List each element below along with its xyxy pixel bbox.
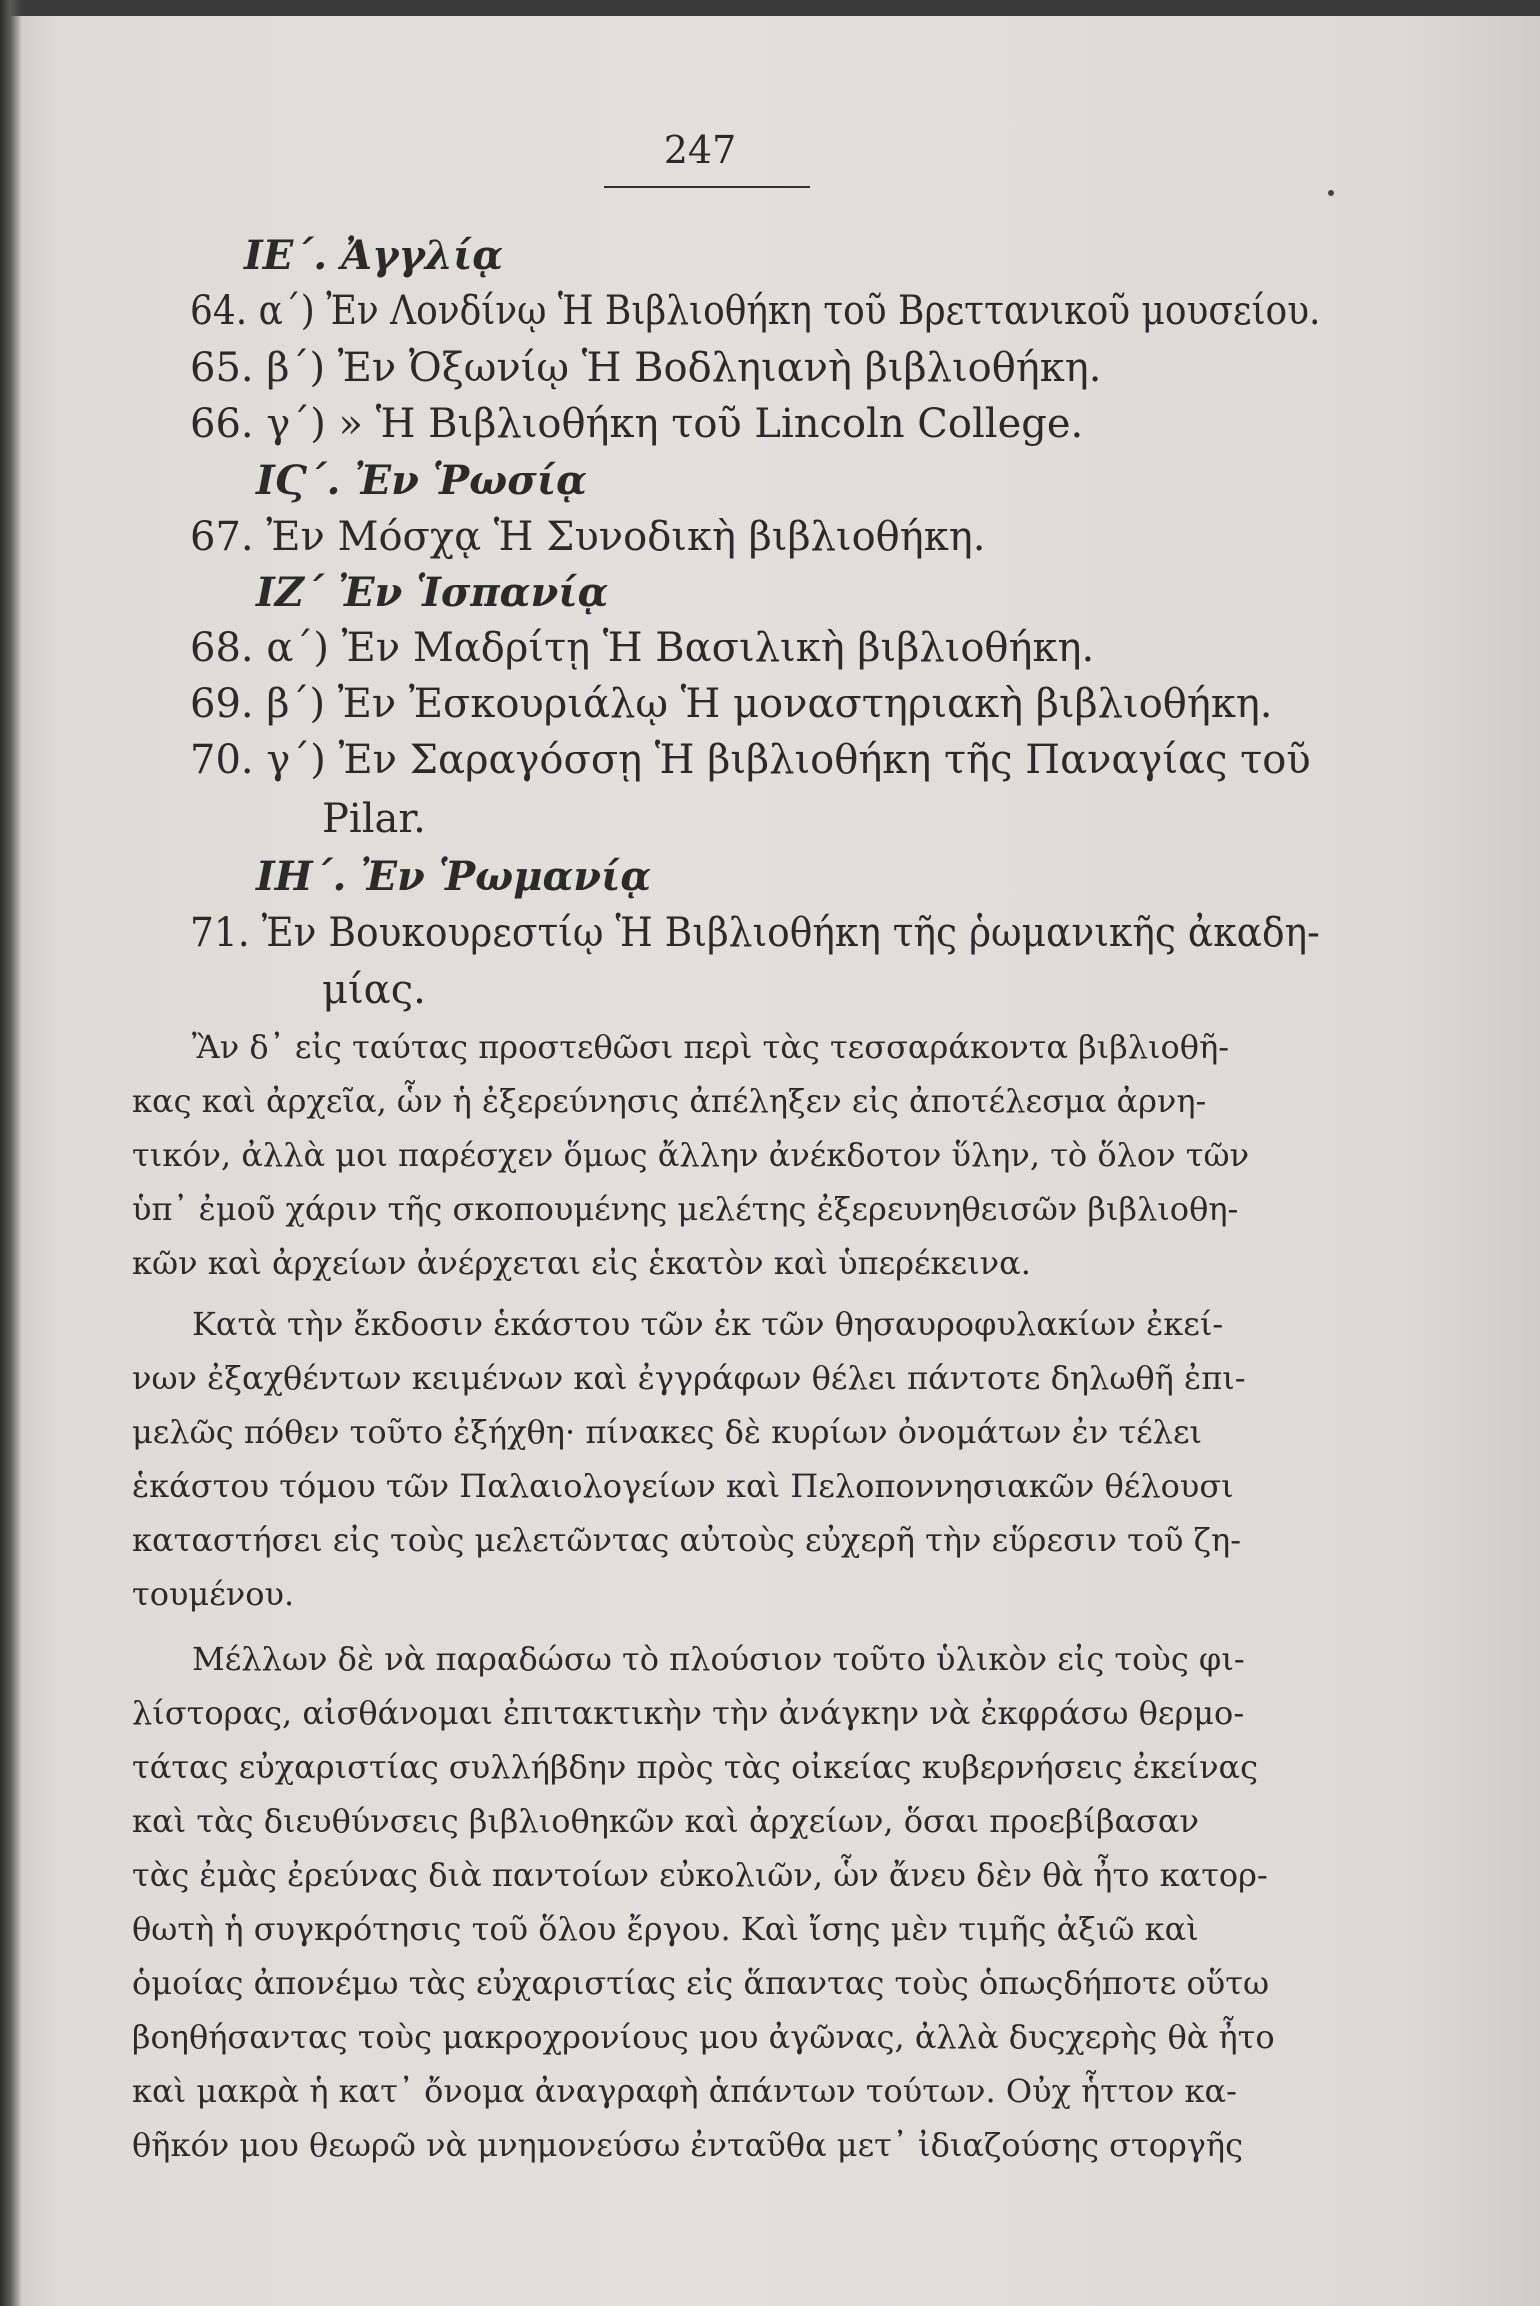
paragraph-3-line-5: τὰς ἐμὰς ἐρεύνας διὰ παντοίων εὐκολιῶν, ὧν ἄνευ δὲν θὰ ἦτο κατορ- (132, 1856, 1268, 1894)
paragraph-3-line-7: ὁμοίας ἀπονέμω τὰς εὐχαριστίας εἰς ἅπαντας τοὺς ὁπωςδήποτε οὕτω (132, 1964, 1270, 2002)
list-item-65: 65. β΄) Ἐν Ὀξωνίῳ Ἡ Βοδληιανὴ βιβλιοθήκη. (190, 345, 1102, 391)
section-heading-romania: ΙΗ΄. Ἐν Ῥωμανίᾳ (256, 853, 652, 900)
paragraph-2-line-2: νων ἐξαχθέντων κειμένων καὶ ἐγγράφων θέλει πάντοτε δηλωθῆ ἐπι- (132, 1359, 1246, 1397)
print-speck (1328, 190, 1334, 196)
paragraph-3-line-3: τάτας εὐχαριστίας συλλήβδην πρὸς τὰς οἰκείας κυβερνήσεις ἐκείνας (132, 1748, 1259, 1786)
paragraph-1-line-5: κῶν καὶ ἀρχείων ἀνέρχεται εἰς ἑκατὸν καὶ ὑπερέκεινα. (132, 1244, 1031, 1282)
list-item-69: 69. β΄) Ἐν Ἐσκουριάλῳ Ἡ μοναστηριακὴ βιβλιοθήκη. (190, 681, 1273, 727)
list-item-70-continuation: Pilar. (322, 796, 426, 842)
paragraph-3-line-2: λίστορας, αἰσθάνομαι ἐπιτακτικὴν τὴν ἀνάγκην νὰ ἐκφράσω θερμο- (132, 1694, 1245, 1732)
paragraph-1-line-4: ὑπ᾽ ἐμοῦ χάριν τῆς σκοπουμένης μελέτης ἐξερευνηθεισῶν βιβλιοθη- (132, 1190, 1239, 1228)
list-item-64: 64. α΄) Ἐν Λονδίνῳ Ἡ Βιβλιοθήκη τοῦ Βρεττανικοῦ μουσείου. (190, 288, 1321, 334)
paragraph-3-line-10: θῆκόν μου θεωρῶ νὰ μνημονεύσω ἐνταῦθα μετ᾽ ἰδιαζούσης στοργῆς (132, 2126, 1244, 2164)
paragraph-3-line-4: καὶ τὰς διευθύνσεις βιβλιοθηκῶν καὶ ἀρχείων, ὅσαι προεβίβασαν (132, 1802, 1199, 1840)
section-heading-spain: ΙΖ΄ Ἐν Ἱσπανίᾳ (256, 569, 609, 616)
paragraph-1-line-1: Ἂν δ᾽ εἰς ταύτας προστεθῶσι περὶ τὰς τεσσαράκοντα βιβλιοθῆ- (192, 1028, 1230, 1066)
paragraph-2-line-3: μελῶς πόθεν τοῦτο ἐξήχθη· πίνακες δὲ κυρίων ὀνομάτων ἐν τέλει (132, 1413, 1203, 1451)
paragraph-2-line-5: καταστήσει εἰς τοὺς μελετῶντας αὐτοὺς εὐχερῆ τὴν εὕρεσιν τοῦ ζη- (132, 1521, 1241, 1559)
page-number: 247 (663, 128, 737, 172)
section-heading-england: ΙΕ΄. Ἀγγλίᾳ (244, 232, 504, 279)
paragraph-3-line-1: Μέλλων δὲ νὰ παραδώσω τὸ πλούσιον τοῦτο ὑλικὸν εἰς τοὺς φι- (192, 1640, 1245, 1678)
scan-top-border (0, 0, 1540, 16)
list-item-71: 71. Ἐν Βουκουρεστίῳ Ἡ Βιβλιοθήκη τῆς ῥωμανικῆς ἀκαδη- (190, 910, 1320, 956)
page-number-rule (604, 186, 810, 188)
list-item-71-continuation: μίας. (322, 967, 426, 1013)
paragraph-1-line-2: κας καὶ ἀρχεῖα, ὧν ἡ ἐξερεύνησις ἀπέληξεν εἰς ἀποτέλεσμα ἀρνη- (132, 1082, 1207, 1120)
paragraph-1-line-3: τικόν, ἀλλὰ μοι παρέσχεν ὅμως ἄλλην ἀνέκδοτον ὕλην, τὸ ὅλον τῶν (132, 1136, 1250, 1174)
paragraph-3-line-8: βοηθήσαντας τοὺς μακροχρονίους μου ἀγῶνας, ἀλλὰ δυςχερὴς θὰ ἦτο (132, 2018, 1275, 2056)
list-item-67: 67. Ἐν Μόσχᾳ Ἡ Συνοδικὴ βιβλιοθήκη. (190, 514, 986, 560)
section-heading-russia: ΙϚ΄. Ἐν Ῥωσίᾳ (256, 457, 587, 504)
list-item-66: 66. γ΄) » Ἡ Βιβλιοθήκη τοῦ Lincoln College. (190, 401, 1084, 447)
paragraph-2-line-4: ἑκάστου τόμου τῶν Παλαιολογείων καὶ Πελοποννησιακῶν θέλουσι (132, 1467, 1234, 1505)
list-item-70: 70. γ΄) Ἐν Σαραγόσσῃ Ἡ βιβλιοθήκη τῆς Παναγίας τοῦ (190, 737, 1311, 783)
paragraph-2-line-1: Κατὰ τὴν ἔκδοσιν ἑκάστου τῶν ἐκ τῶν θησαυροφυλακίων ἐκεί- (192, 1305, 1224, 1343)
paragraph-3-line-9: καὶ μακρὰ ἡ κατ᾽ ὄνομα ἀναγραφὴ ἁπάντων τούτων. Οὐχ ἧττον κα- (132, 2072, 1237, 2110)
paragraph-3-line-6: θωτὴ ἡ συγκρότησις τοῦ ὅλου ἔργου. Καὶ ἴσης μὲν τιμῆς ἀξιῶ καὶ (132, 1910, 1199, 1948)
paragraph-2-line-6: τουμένου. (132, 1575, 295, 1613)
scan-left-border (0, 0, 22, 2306)
list-item-68: 68. α΄) Ἐν Μαδρίτῃ Ἡ Βασιλικὴ βιβλιοθήκη. (190, 625, 1095, 671)
